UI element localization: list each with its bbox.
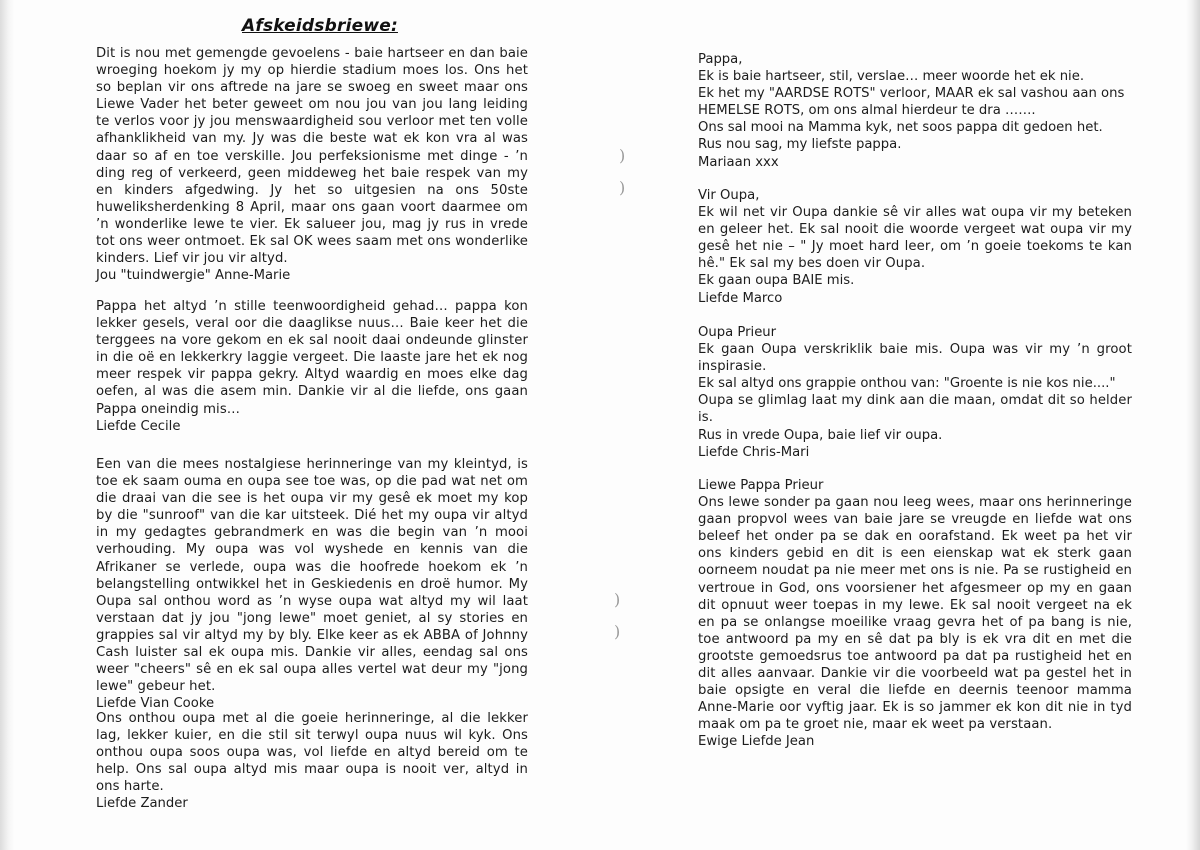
- scan-edge-right: [1186, 0, 1200, 850]
- letter-line: Pappa,: [698, 52, 743, 67]
- letter-line: Ek het my "AARDSE ROTS" verloor, MAAR ek sal vashou aan ons: [698, 86, 1125, 102]
- letter-vian: [96, 456, 528, 712]
- letter-mariaan: [698, 51, 1132, 171]
- letter-signature: Mariaan xxx: [698, 154, 779, 170]
- letter-body: Ons lewe sonder pa gaan nou leeg wees, maar ons herinneringe gaan propvol wees van baie jare se vreugde en liefde wat ons beleef het onder pa se dak en oorafstand. Ek weet pa het vir ons kinders gebid en dit is een eienskap wat ek sterk gaan oorneem noudat pa nie meer met ons is nie. Pa se rustigheid en vertroue in God, ons voorsiener het afgesmeer op my en gaan dit opnuut weer toepas in my lewe. Ek sal nooit vergeet na ek en pa se onlangse moeilike vraag gevra het of pa bang is nie, toe antwoord pa my en sê dat pa bly is ek vra dit en met die grootste gemoedsrus toe antwoord pa dat pa rustigheid het en dit alles aanvaar. Dankie vir die voorbeeld wat pa gestel het in baie opsigte en veral die liefde en deernis teenoor mamma Anne-Marie oor vyftig jaar. Ek is so jammer ek kon dit nie in tyd maak om pa te groet nie, maar ek weet pa verstaan.: [698, 495, 1132, 733]
- letter-signature: Liefde Marco: [698, 290, 783, 306]
- letter-line: HEMELSE ROTS, om ons almal hierdeur te dra …….: [698, 103, 1036, 119]
- punch-mark: ): [619, 178, 626, 197]
- letter-body: Ek wil net vir Oupa dankie sê vir alles wat oupa vir my beteken en geleer het. Ek sal nooit die woorde vergeet wat oupa vir my gesê het nie – " Jy moet hard leer, om ’n goeie toekoms te kan hê." Ek sal my bes doen vir Oupa.: [698, 205, 1132, 272]
- punch-mark: ): [619, 146, 626, 165]
- page-title: Afskeidsbriewe:: [242, 16, 398, 36]
- letter-signature: Liefde Vian Cooke: [96, 696, 215, 712]
- left-column: [96, 0, 528, 850]
- letter-body: Pappa het altyd ’n stille teenwoordigheid gehad… pappa kon lekker gesels, veral oor die daaglikse nuus… Baie keer het die terggees na vore gekom en ek sal nooit daai ondeunde glinster in die oë en lekkerkry laggie vergeet. Die laaste jare het ek nog meer respek vir pappa gekry. Altyd waardig en moes elke dag oefen, al was die asem min. Dankie vir al die liefde, ons gaan Pappa oneindig mis…: [96, 299, 528, 417]
- letter-line: Ek gaan oupa BAIE mis.: [698, 273, 855, 289]
- letter-zander: [96, 710, 528, 813]
- punch-mark: ): [614, 622, 621, 641]
- letter-body: Ek sal altyd ons grappie onthou van: "Groente is nie kos nie....": [698, 376, 1116, 392]
- letter-cecile: [96, 298, 528, 435]
- letter-signature: Liefde Cecile: [96, 418, 181, 434]
- letter-marco: [698, 187, 1132, 307]
- letter-signature: Liefde Zander: [96, 796, 188, 812]
- letter-body: Ons onthou oupa met al die goeie herinneringe, al die lekker lag, lekker kuier, en die stil sit terwyl oupa nuus wil kyk. Ons onthou oupa soos oupa was, vol liefde en altyd bereid om te help. Ons sal oupa altyd mis maar oupa is nooit ver, altyd in ons harte.: [96, 711, 528, 795]
- letter-body: Oupa se glimlag laat my dink aan die maan, omdat dit so helder is.: [698, 393, 1132, 426]
- letter-line: Ons sal mooi na Mamma kyk, net soos pappa dit gedoen het.: [698, 120, 1103, 136]
- letter-jean: [698, 477, 1132, 751]
- letter-chris-mari: [698, 324, 1132, 461]
- letter-anne-marie: [96, 45, 528, 284]
- right-column: [698, 0, 1132, 850]
- letter-signature: Liefde Chris-Mari: [698, 444, 810, 460]
- letter-signature: Jou "tuindwergie" Anne-Marie: [96, 268, 291, 284]
- letter-body: Dit is nou met gemengde gevoelens - baie hartseer en dan baie wroeging hoekom jy my op hierdie stadium moes los. Ons het so beplan vir ons aftrede na jare se swoeg en sweet maar ons Liewe Vader het beter geweet om nou jou van jou lang leiding te verlos voor jy jou menswaardigheid sou verloor met ten volle afhanklikheid van my. Jy was die beste wat ek kon vra al was daar so af en toe verskille. Jou perfeksionisme met dinge - ’n ding reg of verkeerd, geen middeweg het baie respek van my en kinders afgedwing. Jy het so uitgesien na ons 50ste huweliksherdenking 8 April, maar ons gaan voort daarmee om ’n wonderlike lewe te vier. Ek salueer jou, mag jy rus in vrede tot ons weer ontmoet. Ek sal OK wees saam met ons wonderlike kinders. Lief vir jou vir altyd.: [96, 46, 528, 267]
- letter-heading: Oupa Prieur: [698, 325, 777, 340]
- letter-body: Een van die mees nostalgiese herinneringe van my kleintyd, is toe ek saam ouma en oupa see toe was, op die pad wat net om die draai van die see is het oupa vir my gesê ek moet my kop by die "sunroof" van die kar uitsteek. Dié het my oupa vir altyd in my gedagtes gebrandmerk en was die begin van ’n mooi verhouding. My oupa was vol wyshede en kennis van die Afrikaner se verlede, oupa was die hoofrede hoekom ek ’n belangstelling ontwikkel het in Geskiedenis en droë humor. My Oupa sal onthou word as ’n wyse oupa wat altyd my wil laat verstaan dat jy jou "jong lewe" moet geniet, al sy stories en grappies sal vir altyd my by bly. Elke keer as ek ABBA of Johnny Cash luister sal ek oupa mis. Dankie vir alles, eendag sal ons weer "cheers" sê en ek sal oupa alles vertel wat deur my "jong lewe" gebeur het.: [96, 457, 528, 695]
- punch-mark: ): [614, 590, 621, 609]
- letter-line: Rus nou sag, my liefste pappa.: [698, 137, 902, 153]
- letter-body: Ek gaan Oupa verskriklik baie mis. Oupa was vir my ’n groot inspirasie.: [698, 342, 1132, 375]
- letter-line: Rus in vrede Oupa, baie lief vir oupa.: [698, 427, 943, 443]
- letter-heading: Vir Oupa,: [698, 188, 760, 203]
- scan-edge-left: [0, 0, 14, 850]
- letter-heading: Liewe Pappa Prieur: [698, 478, 824, 493]
- letter-line: Ek is baie hartseer, stil, verslae… meer woorde het ek nie.: [698, 69, 1085, 85]
- letter-signature: Ewige Liefde Jean: [698, 734, 815, 750]
